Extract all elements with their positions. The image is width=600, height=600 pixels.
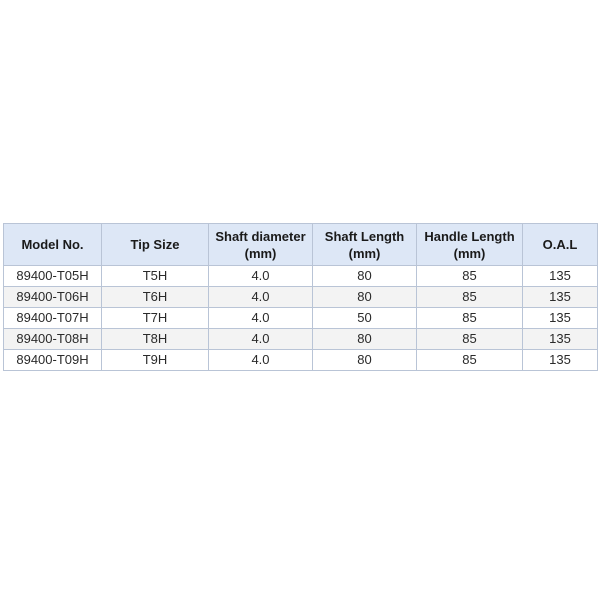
cell-model-no: 89400-T09H [4,350,102,371]
cell-oal: 135 [523,308,598,329]
cell-shaft-length: 80 [313,287,417,308]
cell-tip-size: T7H [102,308,209,329]
header-label: O.A.L [542,237,578,252]
header-model-no [4,224,102,266]
cell-handle-length: 85 [417,287,523,308]
header-shaft-diameter [209,224,313,266]
table-row [4,266,598,287]
cell-shaft-diameter: 4.0 [209,308,313,329]
header-oal [523,224,598,266]
cell-shaft-length: 50 [313,308,417,329]
cell-oal: 135 [523,350,598,371]
cell-shaft-diameter: 4.0 [209,266,313,287]
spec-table [3,223,598,371]
cell-tip-size: T8H [102,329,209,350]
header-row [4,224,598,266]
header-tip-size [102,224,209,266]
cell-oal: 135 [523,329,598,350]
cell-model-no: 89400-T07H [4,308,102,329]
table-row [4,350,598,371]
header-label: Model No. [21,237,84,252]
header-unit: (mm) [244,245,277,261]
cell-tip-size: T9H [102,350,209,371]
cell-tip-size: T6H [102,287,209,308]
header-label: Handle Length [424,228,515,244]
cell-shaft-length: 80 [313,329,417,350]
header-label: Shaft diameter [215,228,306,244]
cell-shaft-length: 80 [313,266,417,287]
header-label: Shaft Length [324,228,405,244]
header-unit: (mm) [453,245,486,261]
cell-shaft-length: 80 [313,350,417,371]
header-label: Tip Size [130,237,180,252]
cell-oal: 135 [523,266,598,287]
cell-model-no: 89400-T05H [4,266,102,287]
header-handle-length [417,224,523,266]
header-shaft-length [313,224,417,266]
table-row [4,308,598,329]
cell-handle-length: 85 [417,350,523,371]
table-row [4,287,598,308]
cell-model-no: 89400-T06H [4,287,102,308]
table-header [4,224,598,266]
cell-oal: 135 [523,287,598,308]
cell-model-no: 89400-T08H [4,329,102,350]
cell-shaft-diameter: 4.0 [209,350,313,371]
cell-tip-size: T5H [102,266,209,287]
cell-shaft-diameter: 4.0 [209,329,313,350]
cell-handle-length: 85 [417,329,523,350]
cell-shaft-diameter: 4.0 [209,287,313,308]
table-body [4,266,598,371]
cell-handle-length: 85 [417,308,523,329]
cell-handle-length: 85 [417,266,523,287]
header-unit: (mm) [348,245,381,261]
table-row [4,329,598,350]
